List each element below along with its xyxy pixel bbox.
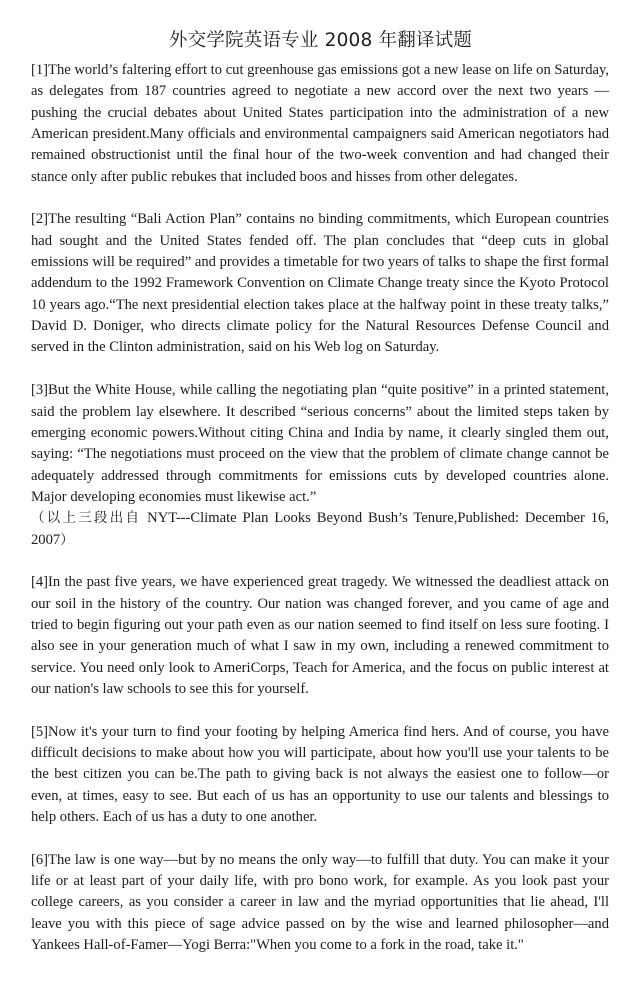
paragraph-text: In the past five years, we have experienced great tragedy. We witnessed the deadliest attack on our soil in the history of the country. Our nation was changed forever, and you came of age and tried to begin figuring out your path even as our nation seemed to find itself on less sure footing. I also see in your generation much of what I saw in my own, including a renewed commitment to service. You need only look to AmeriCorps, Teach for America, and the focus on public interest at our nation's law schools to see this for yourself. xyxy=(31,574,609,697)
paragraph-6 xyxy=(31,850,609,957)
paragraph-text: The resulting “Bali Action Plan” contains no binding commitments, which European countries had sought and the United States fended off. The plan concludes that “deep cuts in global emissions will be required” and provides a timetable for two years of talks to shape the first formal addendum to the 1992 Framework Convention on Climate Change treaty since the Kyoto Protocol 10 years ago.“The next presidential election takes place at the halfway point in these treaty talks,” David D. Doniger, who directs climate policy for the Natural Resources Defense Council and served in the Clinton administration, said on his Web log on Saturday. xyxy=(31,211,609,356)
page-title: 外交学院英语专业 2008 年翻译试题 xyxy=(168,30,473,51)
document-body xyxy=(31,60,609,978)
paragraph-number: [4] xyxy=(31,574,49,591)
paragraph-text: But the White House, while calling the negotiating plan “quite positive” in a printed statement, said the problem lay elsewhere. It described “serious concerns” about the limited steps taken by emerging economic powers.Without citing China and India by name, it clearly singled them out, saying: “The negotiations must proceed on the view that the problem of climate change cannot be adequately addressed through commitments for emissions cuts by developed countries alone. Major developing economies must likewise act.” xyxy=(31,382,609,505)
paragraph-number: [3] xyxy=(31,382,49,399)
paragraph-number: [5] xyxy=(31,723,49,740)
paragraph-number: [6] xyxy=(31,851,49,868)
citation-prefix: （以上三段出自 xyxy=(31,510,142,527)
citation-text: NYT---Climate Plan Looks Beyond Bush’s Tenure,Published: December 16, 2007 xyxy=(31,510,609,548)
paragraph-text: The law is one way—but by no means the only way—to fulfill that duty. You can make it your life or at least part of your daily life, with pro bono work, for example. As you look past your college careers, as you consider a career in law and the myriad opportunities that lie ahead, I'll leave you with this piece of sage advice passed on by the wise and learned philosopher—and Yankees Hall-of-Famer—Yogi Berra:"When you come to a fork in the road, take it." xyxy=(31,851,609,954)
paragraph-4 xyxy=(31,572,609,700)
paragraph-2 xyxy=(31,209,609,358)
paragraph-number: [1] xyxy=(31,62,49,78)
source-citation xyxy=(31,508,609,551)
paragraph-text: The world’s faltering effort to cut greenhouse gas emissions got a new lease on life on Saturday, as delegates from 187 countries agreed to negotiate a new accord over the next two years — pushing the crucial debates about United States participation into the administration of a new American president.Many officials and environmental campaigners said American negotiators had remained obstructionist until the final hour of the two-week convention and had changed their stance only after public rebukes that included boos and hisses from other delegates. xyxy=(31,62,609,185)
paragraph-1 xyxy=(31,60,609,188)
paragraph-number: [2] xyxy=(31,211,49,228)
paragraph-3 xyxy=(31,380,609,551)
paragraph-5 xyxy=(31,722,609,829)
paragraph-text: Now it's your turn to find your footing by helping America find hers. And of course, you have difficult decisions to make about how you will participate, about how you'll use your talents to be the best citizen you can be.The path to giving back is not always the easiest one to follow—or even, at times, easy to see. But each of us has an opportunity to use our talents and blessings to help others. Each of us has a duty to one another. xyxy=(31,723,609,826)
citation-suffix: ） xyxy=(60,531,74,548)
